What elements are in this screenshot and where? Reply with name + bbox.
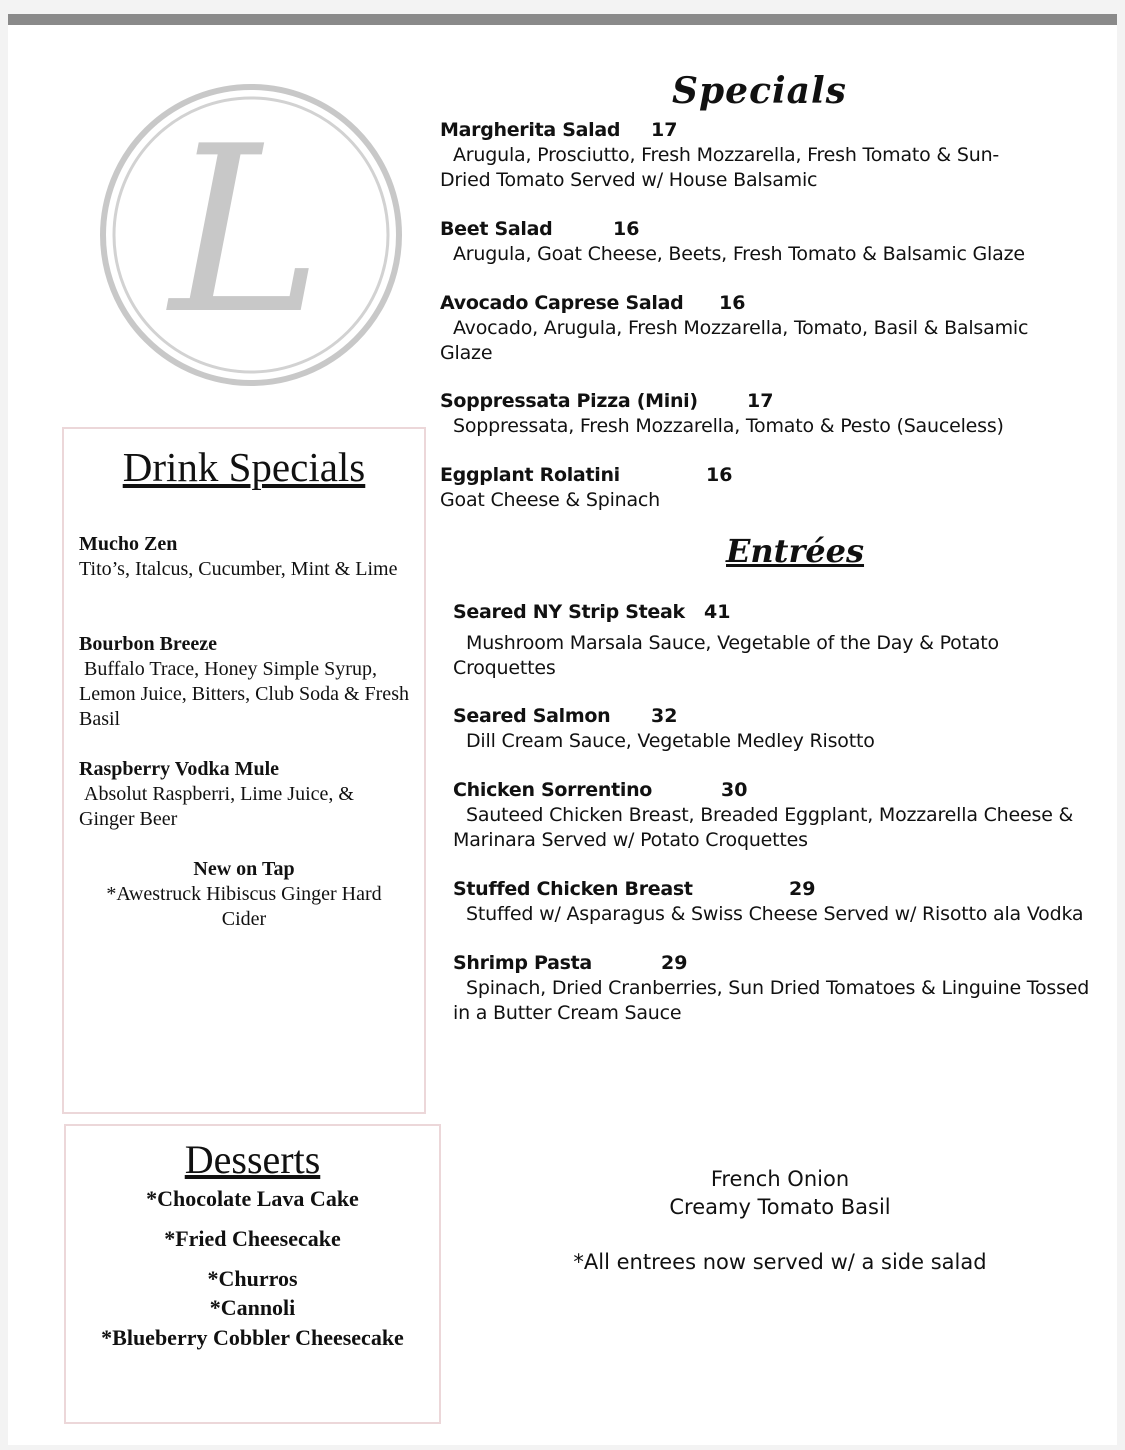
logo-letter: L	[169, 98, 323, 365]
item-price: 16	[719, 292, 746, 314]
item-description: Goat Cheese & Spinach	[440, 489, 661, 511]
menu-item	[440, 463, 1100, 513]
menu-item	[453, 704, 1103, 754]
item-price: 32	[651, 705, 678, 727]
side-salad-note: *All entrees now served w/ a side salad	[573, 1250, 987, 1274]
drink-description: Tito’s, Italcus, Cucumber, Mint & Lime	[79, 558, 398, 580]
drink-item	[79, 532, 409, 582]
item-name: Margherita Salad	[440, 119, 621, 141]
menu-item	[440, 291, 1100, 366]
item-name: Eggplant Rolatini	[440, 464, 620, 486]
dessert-item: *Chocolate Lava Cake	[146, 1186, 359, 1211]
menu-item	[440, 118, 1100, 193]
tap-label: New on Tap	[193, 858, 295, 880]
item-description: Avocado, Arugula, Fresh Mozzarella, Tomato, Basil & Balsamic	[453, 317, 1029, 339]
item-price: 29	[661, 952, 688, 974]
drink-item	[79, 632, 414, 732]
item-price: 17	[747, 390, 774, 412]
item-name: Beet Salad	[440, 218, 553, 240]
menu-item	[453, 778, 1103, 853]
item-price: 17	[651, 119, 678, 141]
item-name: Shrimp Pasta	[453, 952, 592, 974]
menu-item	[440, 389, 1100, 439]
item-description: Stuffed w/ Asparagus & Swiss Cheese Served w/ Risotto ala Vodka	[466, 903, 1084, 925]
item-description: Sauteed Chicken Breast, Breaded Eggplant, Mozzarella Cheese &	[466, 804, 1074, 826]
item-description-cont: in a Butter Cream Sauce	[453, 1002, 682, 1024]
desserts-heading: Desserts	[184, 1137, 321, 1182]
dessert-item: *Cannoli	[209, 1295, 296, 1320]
item-description-cont: Croquettes	[453, 657, 556, 679]
item-description-cont: Glaze	[440, 342, 493, 364]
tap-item: *Awestruck Hibiscus Ginger Hard Cider	[106, 883, 382, 930]
item-price: 41	[704, 601, 731, 623]
item-name: Stuffed Chicken Breast	[453, 878, 693, 900]
item-price: 16	[706, 464, 733, 486]
item-description: Soppressata, Fresh Mozzarella, Tomato & Pesto (Sauceless)	[453, 415, 1004, 437]
drink-description: Absolut Raspberri, Lime Juice, & Ginger Beer	[79, 783, 359, 830]
restaurant-logo	[96, 80, 406, 390]
top-border	[8, 14, 1117, 25]
item-description: Arugula, Goat Cheese, Beets, Fresh Tomato & Balsamic Glaze	[453, 243, 1025, 265]
item-name: Seared Salmon	[453, 705, 611, 727]
new-on-tap	[64, 857, 424, 932]
drink-specials-box	[62, 427, 426, 1114]
item-description: Mushroom Marsala Sauce, Vegetable of the Day & Potato	[466, 632, 999, 654]
drink-item	[79, 757, 409, 832]
menu-item	[453, 600, 1103, 681]
drink-description: Buffalo Trace, Honey Simple Syrup, Lemon Juice, Bitters, Club Soda & Fresh Basil	[79, 658, 414, 730]
item-description: Spinach, Dried Cranberries, Sun Dried Tomatoes & Linguine Tossed	[466, 977, 1090, 999]
drink-name: Mucho Zen	[79, 533, 178, 555]
item-description: Arugula, Prosciutto, Fresh Mozzarella, Fresh Tomato & Sun-	[453, 144, 1000, 166]
item-price: 16	[613, 218, 640, 240]
item-description-cont: Dried Tomato Served w/ House Balsamic	[440, 169, 818, 191]
item-name: Avocado Caprese Salad	[440, 292, 684, 314]
desserts-box	[64, 1124, 441, 1424]
item-name: Seared NY Strip Steak	[453, 601, 685, 623]
item-name: Soppressata Pizza (Mini)	[440, 390, 698, 412]
soup-list	[560, 1165, 1000, 1221]
menu-item	[440, 217, 1100, 267]
drink-name: Bourbon Breeze	[79, 633, 217, 655]
drink-specials-heading: Drink Specials	[122, 444, 366, 490]
dessert-item: *Blueberry Cobbler Cheesecake	[101, 1325, 404, 1350]
menu-item	[453, 951, 1103, 1026]
item-name: Chicken Sorrentino	[453, 779, 653, 801]
soup-item: French Onion	[710, 1167, 850, 1191]
dessert-item: *Churros	[207, 1266, 298, 1291]
item-description-cont: Marinara Served w/ Potato Croquettes	[453, 829, 808, 851]
dessert-item: *Fried Cheesecake	[164, 1226, 341, 1251]
item-price: 30	[721, 779, 748, 801]
item-description: Dill Cream Sauce, Vegetable Medley Risotto	[466, 730, 875, 752]
specials-heading: Specials	[672, 70, 847, 112]
menu-item	[453, 877, 1103, 927]
entrees-heading: Entrées	[726, 532, 865, 570]
item-price: 29	[789, 878, 816, 900]
soup-item: Creamy Tomato Basil	[669, 1195, 891, 1219]
drink-name: Raspberry Vodka Mule	[79, 758, 280, 780]
